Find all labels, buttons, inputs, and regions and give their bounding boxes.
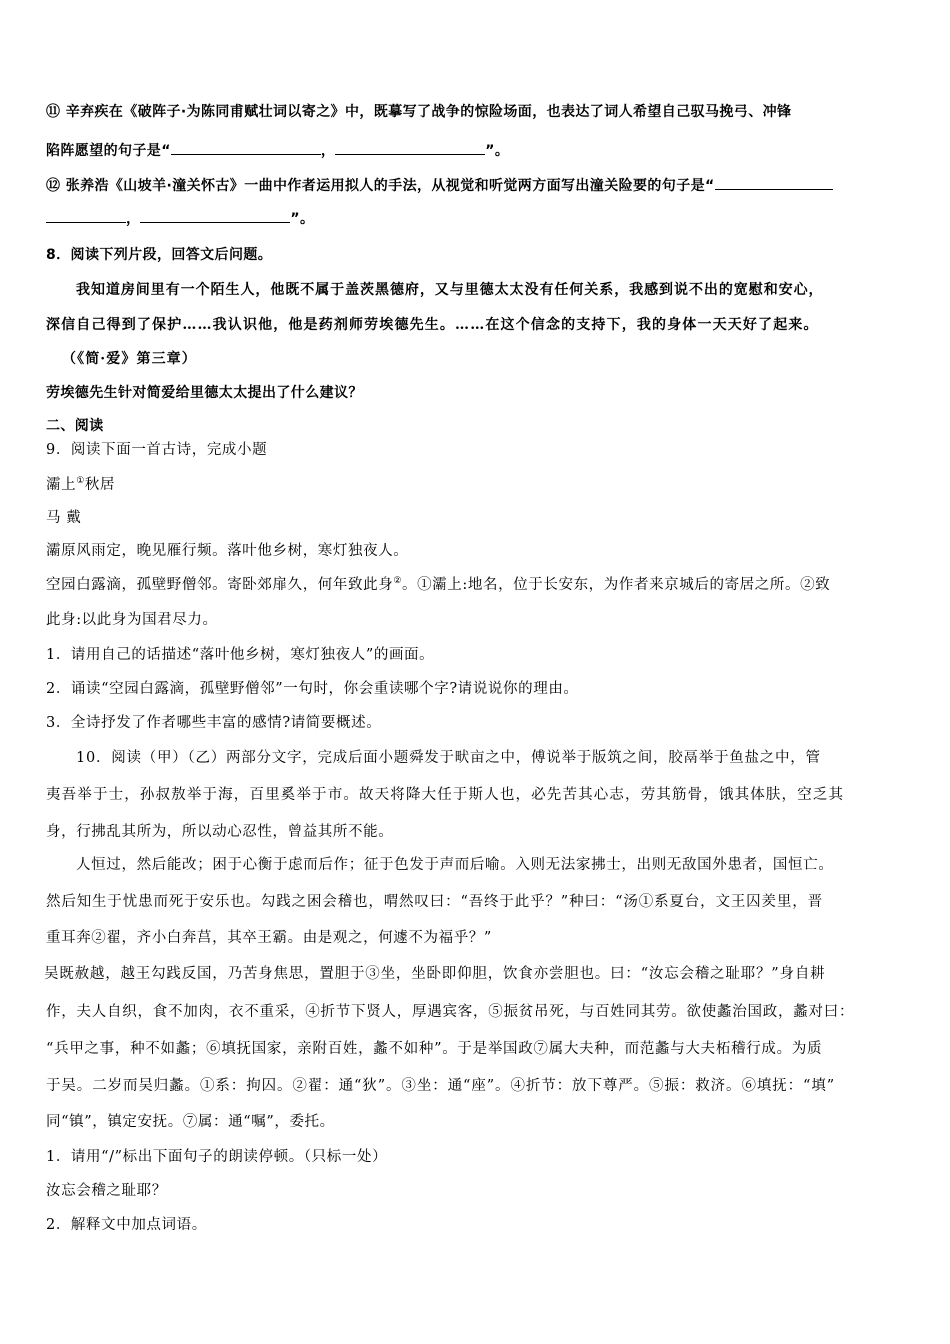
item-marker: ⑪ bbox=[46, 104, 61, 120]
passage-line-1: 我知道房间里有一个陌生人，他既不属于盖茨黑德府，又与里德太太没有任何关系，我感到说不出的宽慰和安心， bbox=[76, 282, 824, 298]
passage-10-line-6: 重耳奔②翟，齐小白奔莒，其卒王霸。由是观之，何遽不为福乎？” bbox=[46, 930, 492, 946]
fill-blank-item-12: ⑫ 张养浩《山坡羊·潼关怀古》一曲中作者运用拟人的手法，从视觉和听觉两方面写出潼关险要的句子是“ bbox=[46, 175, 833, 196]
passage-10-notes: 于吴。二岁而吴归蠡。①系：拘囚。②翟：通“狄”。③坐：通“座”。④折节：放下尊严。⑤振：救济。⑥填抚：“填” bbox=[46, 1078, 836, 1094]
item-text: 辛弃疾在《破阵子·为陈同甫赋壮词以寄之》中，既摹写了战争的惊险场面，也表达了词人希望自己驭马挽弓、冲锋 bbox=[65, 104, 792, 120]
passage-10-line-2: 夷吾举于士，孙叔敖举于海，百里奚举于市。故天将降大任于斯人也，必先苦其心志，劳其筋骨，饿其体肤，空乏其 bbox=[46, 787, 845, 803]
fill-blank-item-11-line2: 陷阵愿望的句子是“ ， ”。 bbox=[46, 140, 509, 161]
answer-blank-4[interactable] bbox=[140, 208, 290, 223]
question-9-1: 1．请用自己的话描述“落叶他乡树，寒灯独夜人”的画面。 bbox=[46, 647, 435, 663]
footnote-marker: ② bbox=[393, 576, 402, 587]
answer-blank-3a[interactable] bbox=[715, 175, 833, 190]
answer-blank-3b[interactable] bbox=[46, 208, 126, 223]
poem-author: 马 戴 bbox=[46, 510, 82, 526]
question-9-2: 2．诵读“空园白露滴，孤壁野僧邻”一句时，你会重读哪个字?请说说你的理由。 bbox=[46, 681, 579, 697]
passage-10-line-7: 吴既赦越，越王勾践反国，乃苦身焦思，置胆于③坐，坐卧即仰胆，饮食亦尝胆也。曰：“汝忘会稽之耻耶？”身自耕 bbox=[44, 966, 826, 982]
passage-10-line-8: 作，夫人自织，食不加肉，衣不重采，④折节下贤人，厚遇宾客，⑤振贫吊死，与百姓同其劳。欲使蠡治国政，蠡对曰： bbox=[46, 1004, 855, 1020]
poem-title: 灞上①秋居 bbox=[46, 476, 116, 493]
question-9-3: 3．全诗抒发了作者哪些丰富的感情?请简要概述。 bbox=[46, 715, 382, 731]
fill-blank-item-12-line2: ， ”。 bbox=[46, 208, 314, 229]
passage-line-2: 深信自己得到了保护……我认识他，他是药剂师劳埃德先生。……在这个信念的支持下，我的身体一天天好了起来。 bbox=[46, 317, 819, 333]
question-9-title: 9．阅读下面一首古诗，完成小题 bbox=[46, 442, 268, 458]
question-10-1-sentence: 汝忘会稽之耻耶？ bbox=[46, 1183, 167, 1199]
section-heading: 二、阅读 bbox=[46, 418, 104, 434]
fill-blank-item-11 bbox=[46, 102, 791, 122]
answer-blank-2[interactable] bbox=[335, 140, 485, 155]
passage-10-notes-continued: 同“镇”，镇定安抚。⑦属：通“嘱”，委托。 bbox=[46, 1114, 335, 1130]
passage-10-line-1: 10．阅读（甲）（乙）两部分文字，完成后面小题舜发于畎亩之中，傅说举于版筑之间，胶鬲举于鱼盐之中，管 bbox=[76, 750, 821, 766]
answer-blank-1[interactable] bbox=[171, 140, 321, 155]
question-10-1: 1．请用“/”标出下面句子的朗读停顿。（只标一处） bbox=[46, 1149, 388, 1165]
poem-note-continued: 此身:以此身为国君尽力。 bbox=[46, 612, 218, 628]
item-marker: ⑫ bbox=[46, 178, 61, 194]
passage-source: （《简·爱》第三章） bbox=[62, 351, 197, 367]
passage-10-line-3: 身，行拂乱其所为，所以动心忍性，曾益其所不能。 bbox=[46, 824, 394, 840]
footnote-marker: ① bbox=[76, 476, 85, 487]
poem-line-2: 空园白露滴，孤壁野僧邻。寄卧郊扉久，何年致此身②。①灞上:地名，位于长安东，为作者来京城后的寄居之所。②致 bbox=[46, 576, 831, 593]
poem-line-1: 灞原风雨定，晚见雁行频。落叶他乡树，寒灯独夜人。 bbox=[46, 543, 409, 559]
question-10-2: 2．解释文中加点词语。 bbox=[46, 1217, 207, 1233]
passage-10-line-5: 然后知生于忧患而死于安乐也。勾践之困会稽也，喟然叹曰：“吾终于此乎？”种曰：“汤①系夏台，文王囚羑里，晋 bbox=[46, 894, 823, 910]
question-8-prompt: 劳埃德先生针对简爱给里德太太提出了什么建议？ bbox=[46, 385, 363, 401]
passage-10-line-4: 人恒过，然后能改；困于心衡于虑而后作；征于色发于声而后喻。入则无法家拂士，出则无敌国外患者，国恒亡。 bbox=[76, 857, 834, 873]
passage-10-line-9: “兵甲之事，种不如蠡；⑥填抚国家，亲附百姓，蠡不如种”。于是举国政⑦属大夫种，而范蠡与大夫柘稽行成。为质 bbox=[46, 1041, 823, 1057]
question-8-title: 8．阅读下列片段，回答文后问题。 bbox=[46, 247, 273, 263]
